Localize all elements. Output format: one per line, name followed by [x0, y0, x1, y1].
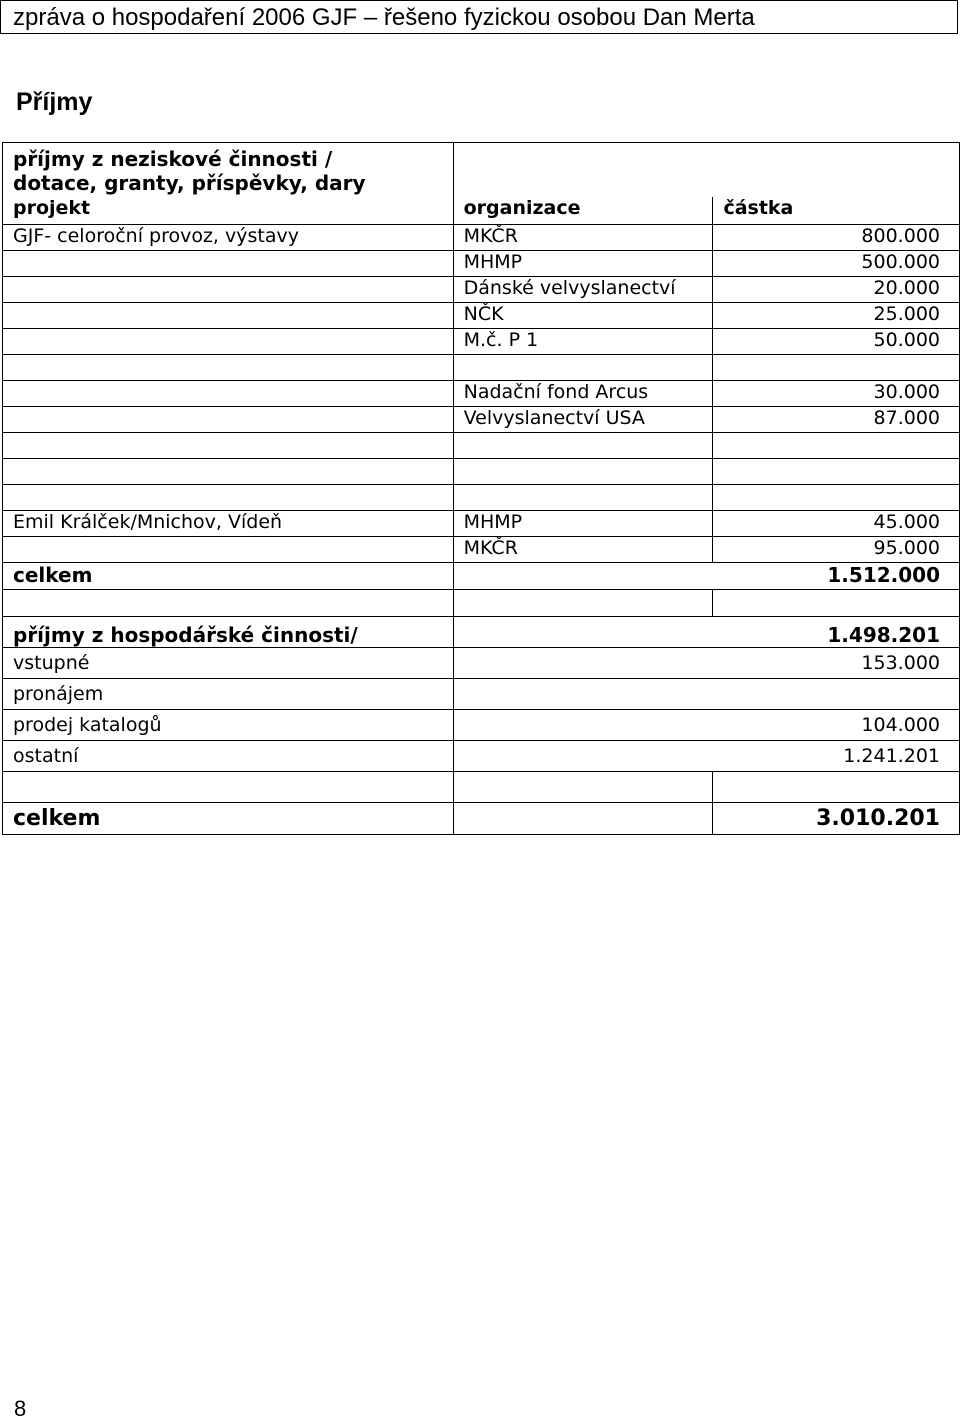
table-row	[3, 510, 960, 536]
business-item-label: ostatní	[3, 740, 454, 771]
table-row	[3, 678, 960, 709]
grant-amount: 50.000	[713, 328, 960, 354]
table-row	[3, 354, 960, 380]
grant-amount: 95.000	[713, 536, 960, 562]
grant-project	[3, 536, 454, 562]
grant-project	[3, 380, 454, 406]
column-header-amount: částka	[713, 197, 960, 224]
table-row	[3, 740, 960, 771]
grant-organization: MKČR	[453, 224, 713, 250]
table-row	[3, 589, 960, 616]
grant-project	[3, 302, 454, 328]
table-row	[3, 276, 960, 302]
subtotal-value: 1.512.000	[453, 562, 959, 589]
total-value: 3.010.201	[713, 802, 960, 834]
income-table	[2, 142, 960, 835]
grant-amount: 800.000	[713, 224, 960, 250]
table-row	[3, 458, 960, 484]
grant-project	[3, 276, 454, 302]
grant-organization: MHMP	[453, 250, 713, 276]
nonprofit-heading-line2: dotace, granty, příspěvky, dary	[3, 171, 454, 197]
column-header-organization: organizace	[453, 197, 713, 224]
business-item-amount: 1.241.201	[453, 740, 959, 771]
grant-project: GJF- celoroční provoz, výstavy	[3, 224, 454, 250]
grant-organization	[453, 432, 713, 458]
grant-project: Emil Králček/Mnichov, Vídeň	[3, 510, 454, 536]
grant-project	[3, 406, 454, 432]
grant-organization	[453, 484, 713, 510]
table-row	[3, 143, 960, 172]
table-cell	[713, 771, 960, 802]
business-item-amount	[453, 678, 959, 709]
grant-project	[3, 328, 454, 354]
grant-amount: 500.000	[713, 250, 960, 276]
table-row	[3, 536, 960, 562]
grant-amount: 25.000	[713, 302, 960, 328]
table-row	[3, 484, 960, 510]
grant-organization: Nadační fond Arcus	[453, 380, 713, 406]
table-cell	[453, 171, 959, 197]
grant-organization: NČK	[453, 302, 713, 328]
document-header: zpráva o hospodaření 2006 GJF – řešeno fyzickou osobou Dan Merta	[0, 0, 958, 34]
grant-amount	[713, 432, 960, 458]
table-row	[3, 197, 960, 224]
total-label: celkem	[3, 802, 454, 834]
business-income-value: 1.498.201	[453, 616, 959, 647]
grant-organization: M.č. P 1	[453, 328, 713, 354]
grant-project	[3, 484, 454, 510]
table-row	[3, 616, 960, 647]
table-row	[3, 647, 960, 678]
column-header-project: projekt	[3, 197, 454, 224]
grant-organization: MHMP	[453, 510, 713, 536]
table-row	[3, 406, 960, 432]
grant-amount: 30.000	[713, 380, 960, 406]
grant-organization: Velvyslanectví USA	[453, 406, 713, 432]
section-title: Příjmy	[16, 88, 93, 116]
business-item-label: pronájem	[3, 678, 454, 709]
table-row	[3, 224, 960, 250]
table-row	[3, 302, 960, 328]
subtotal-label: celkem	[3, 562, 454, 589]
table-row	[3, 771, 960, 802]
grant-amount	[713, 484, 960, 510]
grant-organization	[453, 354, 713, 380]
table-row	[3, 380, 960, 406]
table-row	[3, 171, 960, 197]
income-table-body	[3, 143, 960, 835]
business-item-amount: 153.000	[453, 647, 959, 678]
grant-project	[3, 354, 454, 380]
grant-amount: 87.000	[713, 406, 960, 432]
table-cell	[453, 589, 713, 616]
grant-amount	[713, 354, 960, 380]
table-cell	[453, 143, 959, 172]
business-income-label: příjmy z hospodářské činnosti/	[3, 616, 454, 647]
grant-organization	[453, 458, 713, 484]
table-row	[3, 802, 960, 834]
business-item-label: vstupné	[3, 647, 454, 678]
table-row	[3, 250, 960, 276]
nonprofit-heading-line1: příjmy z neziskové činnosti /	[3, 143, 454, 172]
table-cell	[713, 589, 960, 616]
table-cell	[3, 771, 454, 802]
grant-amount	[713, 458, 960, 484]
table-cell	[453, 802, 713, 834]
grant-project	[3, 432, 454, 458]
table-row	[3, 432, 960, 458]
grant-amount: 20.000	[713, 276, 960, 302]
table-cell	[453, 771, 713, 802]
grant-project	[3, 458, 454, 484]
business-item-label: prodej katalogů	[3, 709, 454, 740]
grant-project	[3, 250, 454, 276]
business-item-amount: 104.000	[453, 709, 959, 740]
table-cell	[3, 589, 454, 616]
table-row	[3, 709, 960, 740]
page-number: 8	[14, 1396, 27, 1421]
table-row	[3, 328, 960, 354]
table-row	[3, 562, 960, 589]
grant-amount: 45.000	[713, 510, 960, 536]
grant-organization: Dánské velvyslanectví	[453, 276, 713, 302]
grant-organization: MKČR	[453, 536, 713, 562]
